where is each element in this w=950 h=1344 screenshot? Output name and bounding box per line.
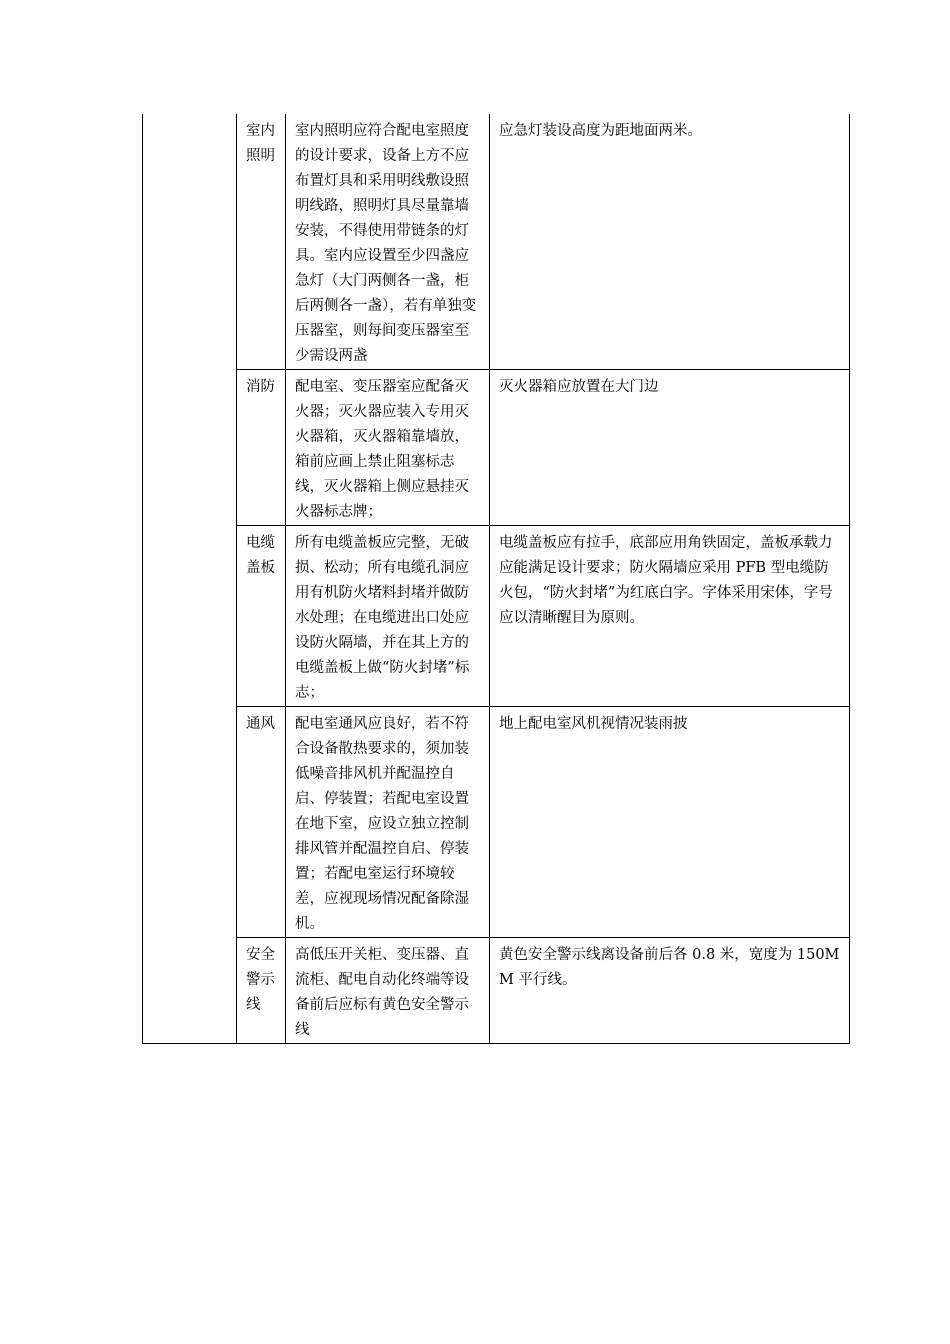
requirement-cell: 室内照明应符合配电室照度的设计要求，设备上方不应布置灯具和采用明线敷设照明线路，照明灯具尽量靠墙安装，不得使用带链条的灯具。室内应设置至少四盏应急灯（大门两侧各一盏，柜后两侧各一盏），若有单独变压器室，则每间变压器室至少需设两盏 xyxy=(286,114,490,370)
note-cell: 黄色安全警示线离设备前后各 0.8 米，宽度为 150MM 平行线。 xyxy=(490,938,850,1044)
table-row xyxy=(143,370,850,526)
table-row xyxy=(143,707,850,938)
item-cell: 消防 xyxy=(237,370,286,526)
note-cell: 地上配电室风机视情况装雨披 xyxy=(490,707,850,938)
note-cell: 灭火器箱应放置在大门边 xyxy=(490,370,850,526)
table-row xyxy=(143,526,850,707)
category-cell xyxy=(143,114,237,1044)
requirements-table xyxy=(142,114,850,1044)
requirement-cell: 高低压开关柜、变压器、直流柜、配电自动化终端等设备前后应标有黄色安全警示线 xyxy=(286,938,490,1044)
requirement-cell: 所有电缆盖板应完整，无破损、松动；所有电缆孔洞应用有机防火堵料封堵并做防水处理；在电缆进出口处应设防火隔墙，并在其上方的电缆盖板上做“防火封堵”标志； xyxy=(286,526,490,707)
item-cell: 通风 xyxy=(237,707,286,938)
requirement-cell: 配电室通风应良好，若不符合设备散热要求的，须加装低噪音排风机并配温控自启、停装置；若配电室设置在地下室，应设立独立控制排风管并配温控自启、停装置；若配电室运行环境较差，应视现场情况配备除湿机。 xyxy=(286,707,490,938)
note-cell: 电缆盖板应有拉手，底部应用角铁固定，盖板承载力应能满足设计要求；防火隔墙应采用 PFB 型电缆防火包，“防火封堵”为红底白字。字体采用宋体，字号应以清晰醒目为原则。 xyxy=(490,526,850,707)
item-cell: 电缆盖板 xyxy=(237,526,286,707)
table-row xyxy=(143,114,850,370)
item-cell: 安全警示线 xyxy=(237,938,286,1044)
table-row xyxy=(143,938,850,1044)
requirement-cell: 配电室、变压器室应配备灭火器；灭火器应装入专用灭火器箱，灭火器箱靠墙放，箱前应画上禁止阻塞标志线，灭火器箱上侧应悬挂灭火器标志牌； xyxy=(286,370,490,526)
note-cell: 应急灯装设高度为距地面两米。 xyxy=(490,114,850,370)
item-cell: 室内照明 xyxy=(237,114,286,370)
